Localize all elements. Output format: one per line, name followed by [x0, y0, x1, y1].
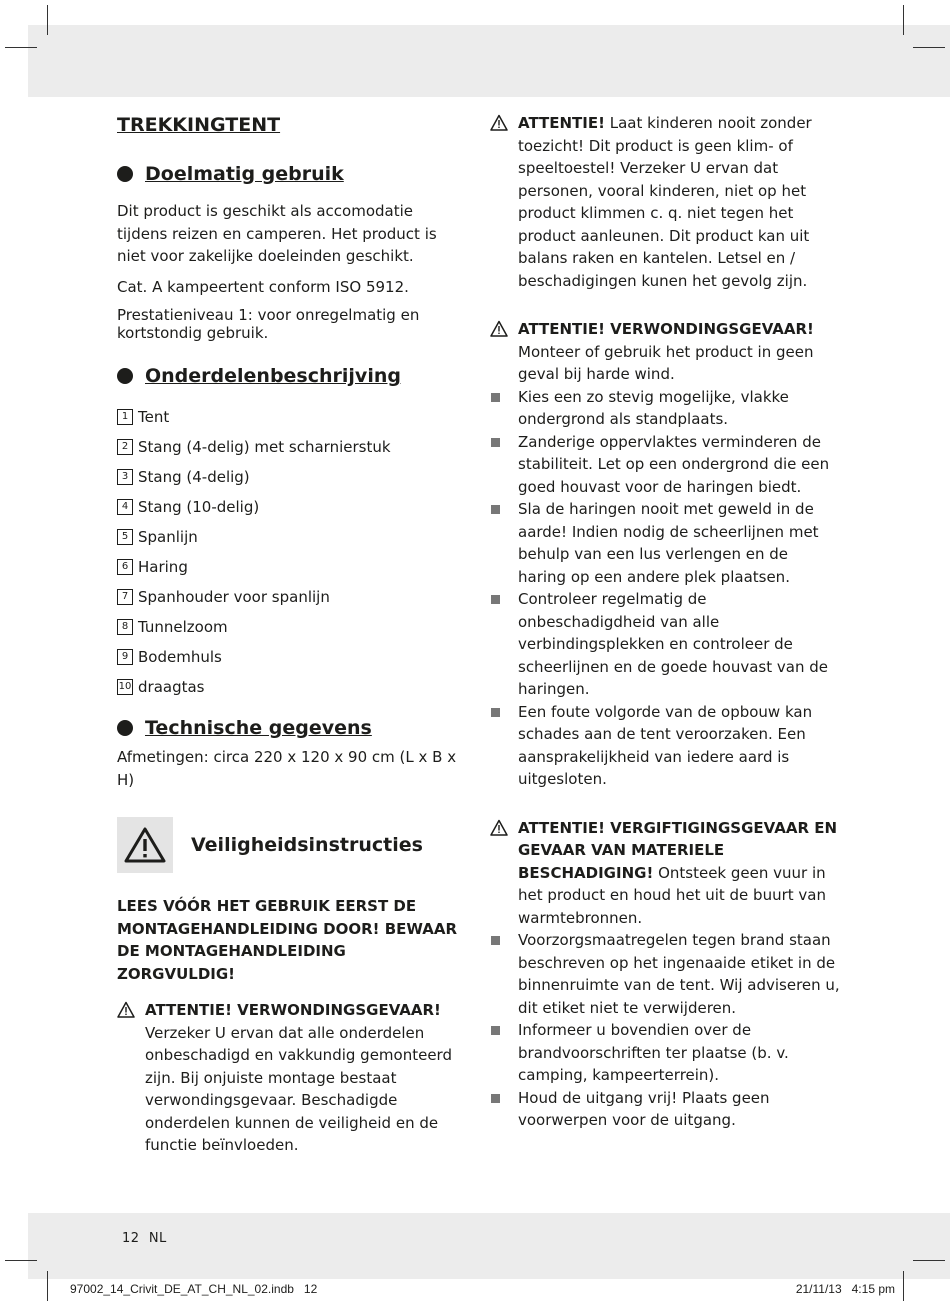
fire-safety-list	[490, 929, 840, 1132]
page-number	[122, 1231, 167, 1246]
paragraph: Prestatieniveau 1: voor onregelmatig en kortstondig gebruik.	[117, 306, 420, 342]
part-label: Tent	[138, 407, 170, 426]
warning-block	[490, 817, 840, 930]
part-label: Stang (10-delig)	[138, 497, 260, 516]
warning-triangle-icon	[490, 114, 508, 132]
crop-mark	[47, 5, 48, 35]
warning-block	[490, 112, 840, 292]
warning-text	[518, 112, 840, 292]
list-item-text: Sla de haringen nooit met geweld in de aarde! Indien nodig de scheerlijnen met behulp van een lus verlengen en de haring op een andere plek plaatsen.	[518, 500, 819, 586]
list-item	[490, 498, 840, 588]
part-number: 1	[117, 409, 133, 425]
list-item	[117, 402, 467, 432]
warning-text	[145, 999, 467, 1157]
list-item	[117, 552, 467, 582]
list-item-text: Zanderige oppervlaktes verminderen de stabiliteit. Let op een ondergrond die een goed houvast voor de haringen biedt.	[518, 432, 830, 496]
part-number: 7	[117, 589, 133, 605]
list-item-text: Houd de uitgang vrij! Plaats geen voorwerpen voor de uitgang.	[518, 1088, 770, 1129]
section-heading-text: Doelmatig gebruik	[145, 163, 344, 185]
page-number-value: 12	[122, 1231, 140, 1246]
part-label: Spanhouder voor spanlijn	[138, 587, 330, 606]
list-item	[117, 582, 467, 612]
warning-title: ATTENTIE! VERWONDINGSGEVAAR!	[145, 1001, 441, 1019]
list-item-text: Kies een zo stevig mogelijke, vlakke ondergrond als standplaats.	[518, 387, 789, 428]
part-label: Tunnelzoom	[138, 617, 228, 636]
crop-mark	[5, 1260, 37, 1261]
square-bullet-icon	[491, 505, 500, 514]
square-bullet-icon	[491, 595, 500, 604]
part-number: 4	[117, 499, 133, 515]
right-column	[490, 112, 840, 1132]
square-bullet-icon	[491, 936, 500, 945]
list-item-text: Controleer regelmatig de onbeschadigdheid van alle verbindingsplekken en controleer de scheerlijnen en de goede houvast van de haringen.	[518, 590, 828, 698]
read-first-notice: LEES VÓÓR HET GEBRUIK EERST DE MONTAGEHANDLEIDING DOOR! BEWAAR DE MONTAGEHANDLEIDING ZORGVULDIG!	[117, 897, 458, 983]
part-number: 8	[117, 619, 133, 635]
warning-triangle-icon	[490, 320, 508, 338]
section-heading-parts	[117, 362, 467, 390]
list-item	[490, 701, 840, 791]
part-number: 3	[117, 469, 133, 485]
header-band	[28, 25, 950, 97]
crop-mark	[5, 47, 37, 48]
list-item	[490, 929, 840, 1019]
part-label: Stang (4-delig) met scharnierstuk	[138, 437, 391, 456]
crop-mark	[903, 1271, 904, 1301]
page-title: TREKKINGTENT	[117, 114, 281, 136]
print-slug-date: 21/11/13 4:15 pm	[795, 1282, 895, 1296]
warning-title: ATTENTIE! VERWONDINGSGEVAAR!	[518, 320, 814, 338]
list-item	[490, 1019, 840, 1087]
square-bullet-icon	[491, 393, 500, 402]
warning-body: Ontsteek geen vuur in het product en houd het uit de buurt van warmtebronnen.	[518, 863, 826, 927]
part-number: 6	[117, 559, 133, 575]
square-bullet-icon	[491, 708, 500, 717]
section-heading-text: Onderdelenbeschrijving	[145, 365, 401, 387]
round-bullet-icon	[117, 720, 133, 736]
part-number: 5	[117, 529, 133, 545]
warning-block	[117, 999, 467, 1157]
paragraph: Cat. A kampeertent conform ISO 5912.	[117, 277, 409, 296]
part-label: Haring	[138, 557, 188, 576]
part-label: Stang (4-delig)	[138, 467, 250, 486]
square-bullet-icon	[491, 1094, 500, 1103]
warning-body: Monteer of gebruik het product in geen geval bij harde wind.	[518, 342, 814, 383]
part-number: 2	[117, 439, 133, 455]
list-item-text: Voorzorgsmaatregelen tegen brand staan beschreven op het ingenaaide etiket in de binnenruimte van de tent. Wij adviseren u, dit etiket niet te verwijderen.	[518, 931, 840, 1017]
part-number: 9	[117, 649, 133, 665]
warning-text	[518, 817, 840, 930]
safety-title: Veiligheidsinstructies	[191, 833, 423, 856]
section-heading-technical	[117, 714, 467, 742]
part-label: Bodemhuls	[138, 647, 222, 666]
paragraph: Dit product is geschikt als accomodatie tijdens reizen en camperen. Het product is niet voor zakelijke doeleinden geschikt.	[117, 202, 437, 265]
part-label: Spanlijn	[138, 527, 198, 546]
list-item-text: Een foute volgorde van de opbouw kan schades aan de tent veroorzaken. Een aansprakelijkheid van iedere aard is uitgesloten.	[518, 702, 813, 788]
list-item	[490, 386, 840, 431]
list-item	[117, 612, 467, 642]
crop-mark	[47, 1271, 48, 1301]
warning-title: ATTENTIE! VERGIFTIGINGSGEVAAR EN GEVAAR VAN MATERIELE BESCHADIGING!	[518, 818, 838, 882]
list-item-text: Informeer u bovendien over de brandvoorschriften ter plaatse (b. v. camping, kampeerterrein).	[518, 1021, 789, 1084]
crop-mark	[913, 1260, 945, 1261]
warning-triangle-icon	[117, 817, 173, 873]
round-bullet-icon	[117, 166, 133, 182]
list-item	[117, 522, 467, 552]
crop-mark	[913, 47, 945, 48]
warning-triangle-icon	[490, 819, 508, 837]
list-item	[117, 432, 467, 462]
round-bullet-icon	[117, 368, 133, 384]
list-item	[490, 1087, 840, 1132]
part-label: draagtas	[138, 677, 205, 696]
list-item	[490, 431, 840, 499]
warning-title: ATTENTIE!	[518, 114, 605, 132]
language-code: NL	[148, 1231, 167, 1246]
square-bullet-icon	[491, 1026, 500, 1035]
section-heading-intended-use	[117, 160, 467, 188]
section-heading-text: Technische gegevens	[145, 717, 372, 739]
warning-block	[490, 318, 840, 386]
safety-header	[117, 817, 467, 873]
crop-mark	[903, 5, 904, 35]
part-number: 10	[117, 679, 133, 695]
warning-triangle-icon	[117, 1001, 135, 1019]
square-bullet-icon	[491, 438, 500, 447]
left-column	[117, 112, 467, 1179]
list-item	[117, 672, 467, 702]
footer-band	[28, 1213, 950, 1279]
warning-text	[518, 318, 840, 386]
dimensions-text: Afmetingen: circa 220 x 120 x 90 cm (L x B x H)	[117, 748, 457, 789]
warning-body: Laat kinderen nooit zonder toezicht! Dit product is geen klim- of speeltoestel! Verzeker U ervan dat personen, vooral kinderen, niet op het product klimmen c. q. niet tegen het product aanleunen. Dit product kan uit balans raken en kantelen. Letsel en / beschadigingen kunen het gevolg zijn.	[518, 114, 812, 290]
print-slug-file: 97002_14_Crivit_DE_AT_CH_NL_02.indb 12	[70, 1282, 318, 1296]
parts-list	[117, 402, 467, 702]
list-item	[117, 492, 467, 522]
list-item	[490, 588, 840, 701]
list-item	[117, 642, 467, 672]
list-item	[117, 462, 467, 492]
warning-body: Verzeker U ervan dat alle onderdelen onbeschadigd en vakkundig gemonteerd zijn. Bij onjuiste montage bestaat verwondingsgevaar. Beschadigde onderdelen kunnen de veiligheid en de functie beïnvloeden.	[145, 1023, 452, 1154]
safety-list	[490, 386, 840, 791]
